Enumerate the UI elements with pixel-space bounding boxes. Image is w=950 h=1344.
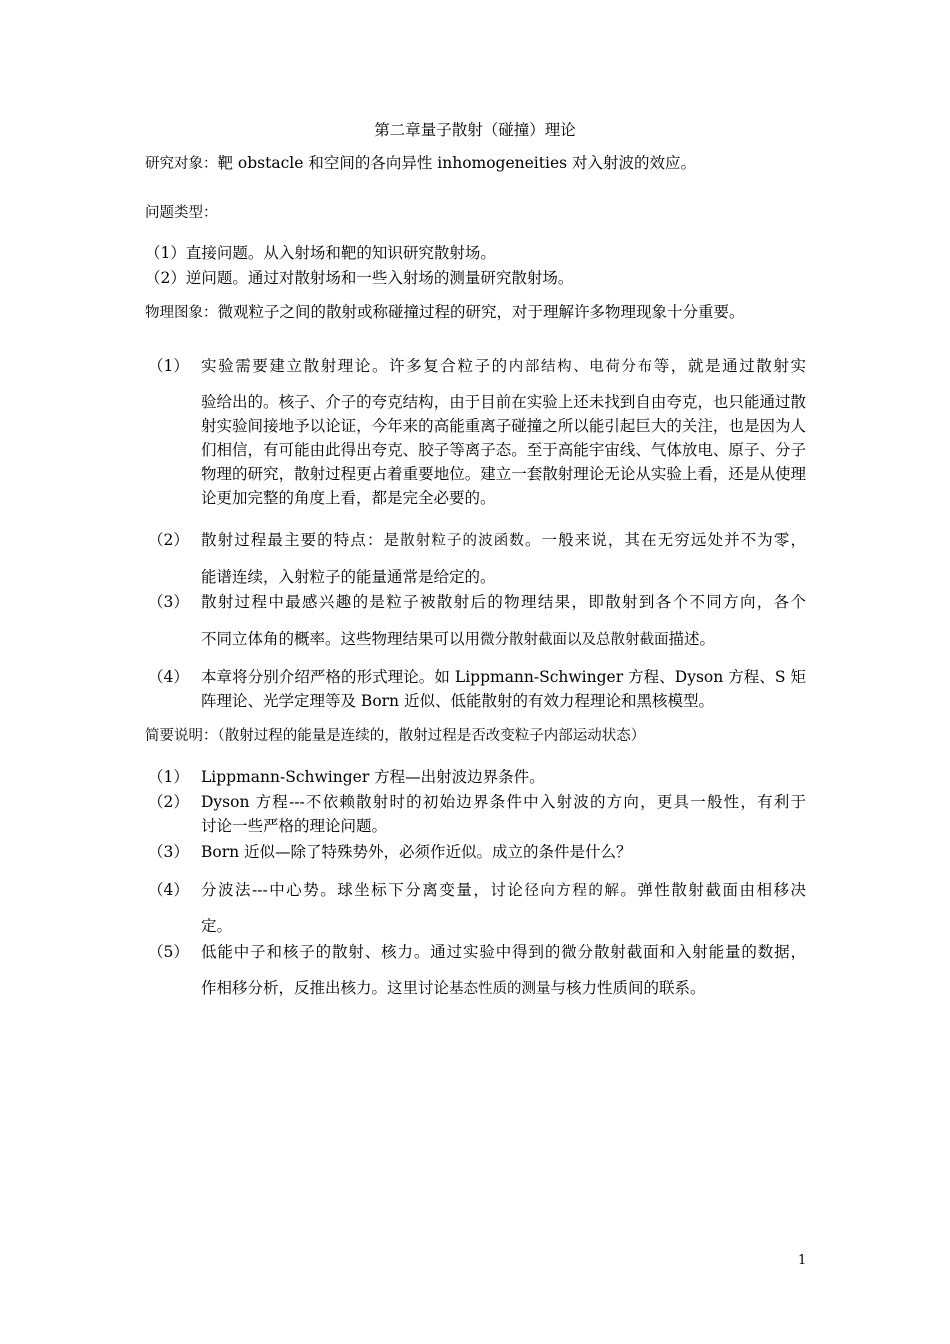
point-paragraph: 验给出的。核子、介子的夸克结构，由于目前在实验上还未找到自由夸克，也只能通过散射实验间接地予以论证，今年来的高能重离子碰撞之所以能引起巨大的关注，也是因为人们相信，有可能由此得出夸克、胶子等离子态。至于高能宇宙线、气体放电、原子、分子物理的研究，散射过程更占着重要地位。建立一套散射理论无论从实验上看，还是从使理论更加完整的角度上看，都是完全必要的。 bbox=[201, 393, 806, 507]
point-text: 实验需要建立散射理论。许多复合粒子的 bbox=[201, 357, 509, 375]
summary-text: 。弹性散射截面由相移决 bbox=[620, 881, 806, 899]
summary-item: Lippmann-Schwinger 方程—出射波边界条件。 bbox=[201, 768, 545, 786]
summary-item-line2: 定。 bbox=[201, 917, 233, 935]
point-second-line: 阵理论、光学定理等及 Born 近似、低能散射的有效力程理论和黑核模型。 bbox=[201, 692, 714, 710]
point-second-line bbox=[201, 629, 715, 650]
point-first-line: 散射过程中最感兴趣的是粒子被散射后的物理结果，即散射到各个不同方向，各个 bbox=[201, 593, 806, 611]
summary-emphasis: 径向方程的解 bbox=[524, 883, 621, 899]
summary-number: （2） bbox=[148, 793, 189, 811]
summary-heading bbox=[145, 726, 645, 746]
summary-paren: （散射过程的能量是连续的，散射过程是否改变粒子内部运动状态） bbox=[217, 728, 646, 744]
point-number: （2） bbox=[148, 531, 189, 549]
point-text: 等，就是通过散射实 bbox=[653, 357, 806, 375]
page-number: 1 bbox=[798, 1253, 807, 1268]
point-text: 。一般来说，其在无穷远处并不为零， bbox=[524, 531, 806, 549]
summary-label: 简要说明： bbox=[145, 728, 218, 744]
problem-type-item: （1）直接问题。从入射场和靶的知识研究散射场。 bbox=[145, 244, 496, 262]
point-text: 不同立体角的概率。这些物理结果可以用 bbox=[201, 630, 481, 648]
summary-item: Born 近似—除了特殊势外，必须作近似。成立的条件是什么？ bbox=[201, 843, 632, 861]
summary-item: Dyson 方程---不依赖散射时的初始边界条件中入射波的方向，更具一般性，有利于 bbox=[201, 793, 806, 811]
point-first-line: 本章将分别介绍严格的形式理论。如 Lippmann-Schwinger 方程、Dyson 方程、S 矩 bbox=[201, 668, 806, 686]
research-line bbox=[145, 153, 696, 174]
page-title: 第二章量子散射（碰撞）理论 bbox=[374, 121, 576, 139]
summary-number: （5） bbox=[148, 943, 189, 961]
summary-number: （3） bbox=[148, 843, 189, 861]
problem-type-item: （2）逆问题。通过对散射场和一些入射场的测量研究散射场。 bbox=[145, 269, 574, 287]
summary-item-line2: 讨论一些严格的理论问题。 bbox=[201, 817, 388, 835]
point-text: 散射过程最主要的特点：是 bbox=[201, 531, 401, 549]
summary-number: （4） bbox=[148, 881, 189, 899]
point-emphasis: 内部结构、电荷分布 bbox=[508, 359, 654, 375]
research-label: 研究对象： bbox=[145, 156, 218, 172]
point-number: （3） bbox=[148, 593, 189, 611]
point-number: （4） bbox=[148, 668, 189, 686]
point-first-line bbox=[201, 530, 806, 551]
summary-item: 低能中子和核子的散射、核力。通过实验中得到的微分散射截面和入射能量的数据， bbox=[201, 943, 806, 961]
problem-types-label: 问题类型： bbox=[145, 205, 218, 221]
research-text: 靶 obstacle 和空间的各向异性 inhomogeneities 对入射波的效应。 bbox=[217, 154, 697, 172]
summary-item bbox=[201, 880, 806, 901]
summary-text: 分波法---中心势。球坐标下分离变量，讨论 bbox=[201, 881, 525, 899]
summary-text: 作相移分析，反推出核力。这里讨论 bbox=[201, 979, 450, 997]
summary-emphasis: 基态性质的测量 bbox=[449, 981, 551, 997]
physical-picture-line bbox=[145, 302, 745, 323]
summary-text: 与核力性质间的联系。 bbox=[550, 979, 706, 997]
physical-picture-text: 微观粒子之间的散射或称碰撞过程的研究，对于理解许多物理现象十分重要。 bbox=[217, 303, 745, 321]
point-emphasis: 散射粒子的波函数 bbox=[400, 533, 525, 549]
summary-item-line2 bbox=[201, 978, 706, 999]
point-text: 描述。 bbox=[668, 630, 716, 648]
point-paragraph: 能谱连续，入射粒子的能量通常是给定的。 bbox=[201, 568, 496, 586]
physical-picture-label: 物理图象： bbox=[145, 305, 218, 321]
point-emphasis: 微分散射截面以及总散射截面 bbox=[480, 632, 669, 648]
point-number: （1） bbox=[148, 357, 189, 375]
summary-number: （1） bbox=[148, 768, 189, 786]
point-first-line bbox=[201, 356, 806, 377]
